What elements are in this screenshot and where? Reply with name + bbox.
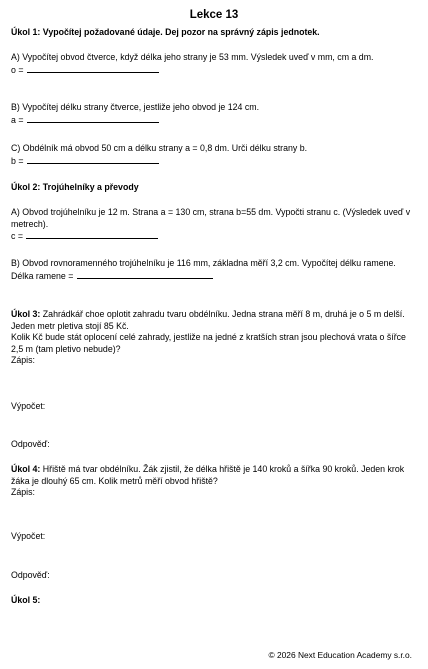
task2-part-a	[11, 207, 411, 243]
task2-part-a-text: A) Obvod trojúhelníku je 12 m. Strana a = 130 cm, strana b=55 dm. Vypočti stranu c. (Výsledek uveď v metrech).	[11, 207, 411, 229]
answer-label: o =	[11, 64, 24, 75]
footer-copyright: © 2026 Next Education Academy s.r.o.	[268, 650, 412, 660]
answer-blank[interactable]	[27, 155, 159, 164]
task2-heading: Úkol 2: Trojúhelníky a převody	[11, 182, 139, 192]
task4-zapis-label: Zápis:	[11, 487, 35, 497]
task1-part-b-answer	[11, 114, 411, 127]
task1-part-b-text: B) Vypočítej délku strany čtverce, jestliže jeho obvod je 124 cm.	[11, 102, 260, 112]
answer-label: a =	[11, 114, 24, 125]
task5-label: Úkol 5:	[11, 595, 41, 605]
answer-label: c =	[11, 231, 23, 241]
answer-label: Délka ramene =	[11, 270, 74, 281]
answer-blank[interactable]	[27, 64, 159, 73]
page-title: Lekce 13	[189, 9, 239, 21]
answer-label: b =	[11, 155, 24, 166]
task1-part-b	[11, 102, 411, 126]
task3-vypocet-label: Výpočet:	[11, 401, 46, 411]
task3-label: Úkol 3:	[11, 309, 41, 319]
task2-part-a-answer	[11, 230, 411, 243]
task1-part-c-text: C) Obdélník má obvod 50 cm a délku strany a = 0,8 dm. Urči délku strany b.	[11, 143, 308, 153]
answer-blank[interactable]	[77, 270, 213, 279]
task3	[11, 309, 411, 367]
task1-part-c	[11, 143, 411, 167]
task1-part-a-answer	[11, 64, 411, 77]
answer-blank[interactable]	[26, 230, 158, 239]
task3-text	[11, 309, 411, 332]
task1-heading: Úkol 1: Vypočítej požadované údaje. Dej pozor na správný zápis jednotek.	[11, 27, 320, 37]
task4-odpoved-label: Odpověď:	[11, 570, 50, 580]
task3-zapis-label: Zápis:	[11, 355, 35, 365]
task1-part-c-answer	[11, 155, 411, 168]
task2-part-b-text: B) Obvod rovnoramenného trojúhelníku je 116 mm, základna měří 3,2 cm. Vypočítej délku ramene.	[11, 258, 396, 268]
task1-part-a	[11, 52, 411, 76]
answer-blank[interactable]	[27, 114, 159, 123]
task3-question: Kolik Kč bude stát oplocení celé zahrady, jestliže na jedné z kratších stran jsou plechová vrata o šířce 2,5 m (tam pletivo nebude)?	[11, 332, 406, 354]
task4-label: Úkol 4:	[11, 464, 41, 474]
task4-body: Hřiště má tvar obdélníku. Žák zjistil, že délka hřiště je 140 kroků a šířka 90 kroků. Jeden krok žáka je dlouhý 65 cm. Kolik metrů měří obvod hřiště?	[11, 464, 405, 486]
task3-odpoved-label: Odpověď:	[11, 439, 50, 449]
task2-part-b	[11, 258, 411, 282]
task4	[11, 464, 411, 499]
task2-part-b-answer	[11, 270, 411, 283]
task1-part-a-text: A) Vypočítej obvod čtverce, když délka jeho strany je 53 mm. Výsledek uveď v mm, cm a dm.	[11, 52, 374, 62]
task3-body: Zahrádkář choe oplotit zahradu tvaru obdélníku. Jedna strana měří 8 m, druhá je o 5 m delší. Jeden metr pletiva stojí 85 Kč.	[11, 309, 405, 331]
task4-vypocet-label: Výpočet:	[11, 531, 46, 541]
task4-text	[11, 464, 411, 487]
